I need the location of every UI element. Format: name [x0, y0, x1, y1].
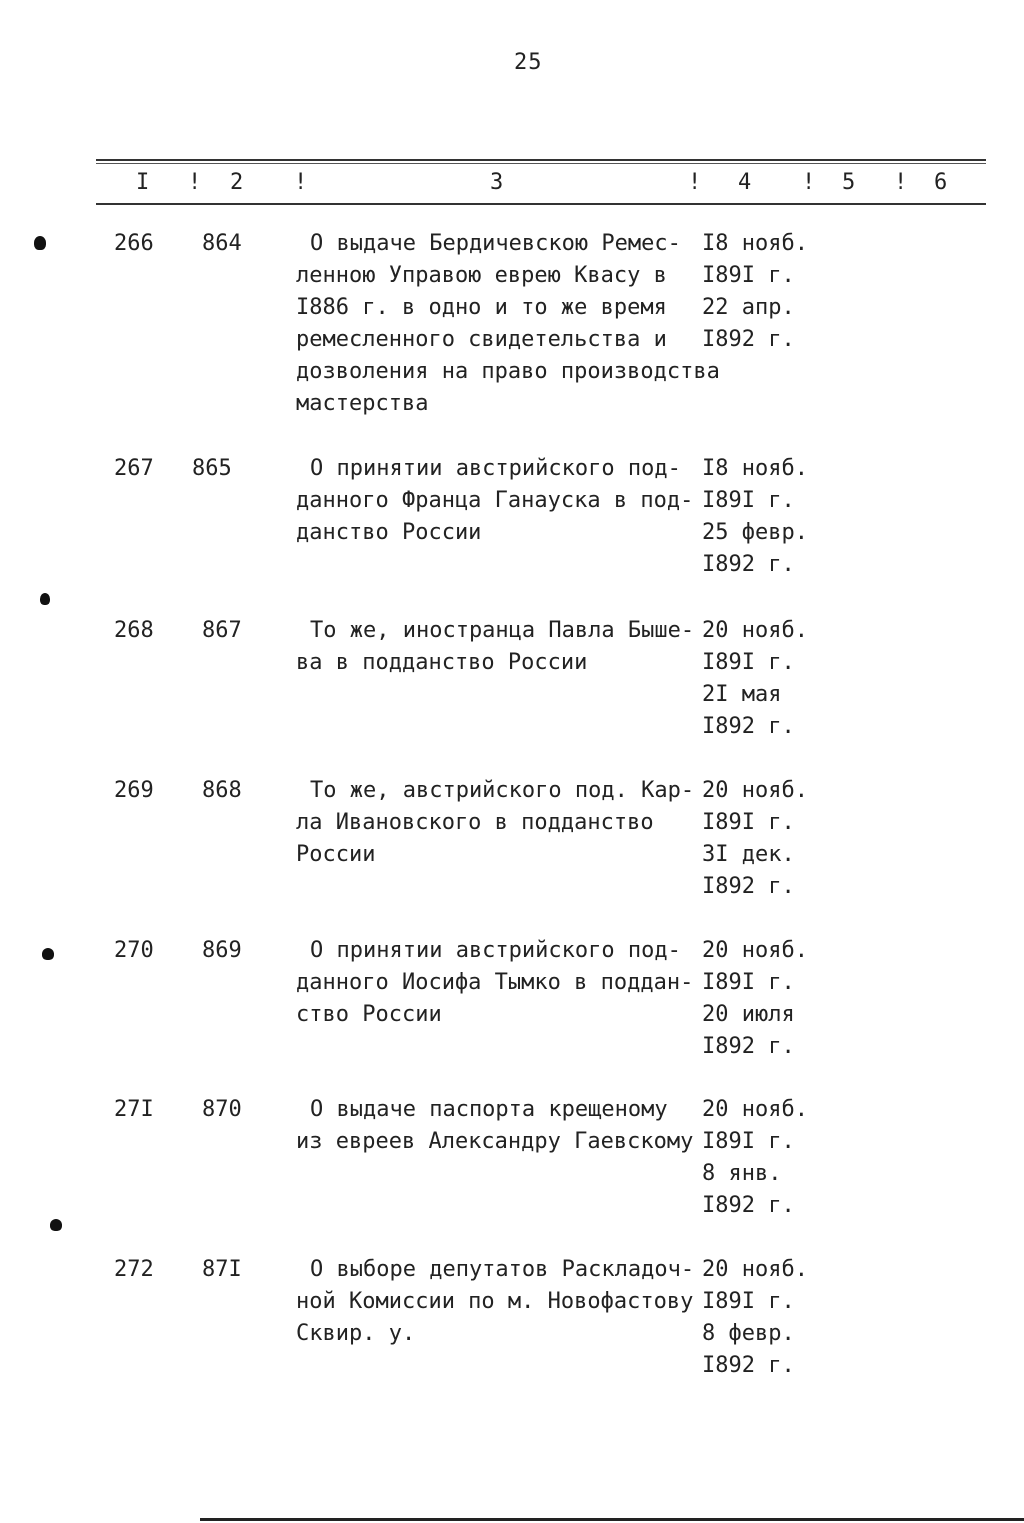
entry-number: 268	[114, 618, 154, 643]
date-line: I892 г.	[702, 1193, 795, 1218]
column-header-6: 6	[934, 170, 948, 195]
entry-number: 270	[114, 938, 154, 963]
title-line: О принятии австрийского под-	[310, 456, 681, 481]
column-header-1: I	[136, 170, 150, 195]
entry-title	[296, 453, 716, 549]
date-line: I8 нояб.	[702, 456, 808, 481]
entry-reference: 87I	[202, 1257, 242, 1282]
bottom-rule	[200, 1518, 1024, 1521]
date-line: 20 нояб.	[702, 618, 808, 643]
column-separator: !	[802, 170, 816, 195]
date-line: 20 нояб.	[702, 778, 808, 803]
title-line: Сквир. у.	[296, 1321, 416, 1346]
date-line: I89I г.	[702, 650, 795, 675]
title-line: данство России	[296, 520, 482, 545]
date-line: I892 г.	[702, 327, 795, 352]
entry-title	[296, 935, 716, 1031]
date-line: 3I дек.	[702, 842, 795, 867]
title-line: То же, иностранца Павла Быше-	[310, 618, 695, 643]
entry-title	[296, 1094, 716, 1158]
entry-reference: 865	[192, 456, 232, 481]
date-line: I892 г.	[702, 1353, 795, 1378]
column-header-3: 3	[490, 170, 504, 195]
title-line: I886 г. в одно и то же время	[296, 295, 667, 320]
column-header-2: 2	[230, 170, 244, 195]
date-line: I89I г.	[702, 970, 795, 995]
title-line: ла Ивановского в подданство	[296, 810, 654, 835]
column-header-4: 4	[738, 170, 752, 195]
title-line: О выборе депутатов Раскладоч-	[310, 1257, 695, 1282]
title-line: О выдаче Бердичевскою Ремес-	[310, 231, 681, 256]
entry-title	[296, 615, 716, 679]
column-separator: !	[894, 170, 908, 195]
date-line: I892 г.	[702, 1034, 795, 1059]
entry-reference: 867	[202, 618, 242, 643]
date-line: I892 г.	[702, 552, 795, 577]
entry-reference: 870	[202, 1097, 242, 1122]
title-line: дозволения на право производства	[296, 359, 720, 384]
title-line: О принятии австрийского под-	[310, 938, 681, 963]
date-line: I892 г.	[702, 874, 795, 899]
entry-dates	[702, 935, 808, 1063]
title-line: данного Франца Ганауска в под-	[296, 488, 694, 513]
entry-number: 269	[114, 778, 154, 803]
date-line: I89I г.	[702, 1289, 795, 1314]
date-line: I892 г.	[702, 714, 795, 739]
entry-reference: 864	[202, 231, 242, 256]
title-line: О выдаче паспорта крещеному	[310, 1097, 668, 1122]
table-top-rule	[96, 159, 986, 161]
date-line: I89I г.	[702, 488, 795, 513]
title-line: мастерства	[296, 391, 429, 416]
title-line: ва в подданство России	[296, 650, 588, 675]
entry-title	[296, 1254, 716, 1350]
entry-dates	[702, 228, 808, 356]
entry-number: 27I	[114, 1097, 154, 1122]
column-header-5: 5	[842, 170, 856, 195]
title-line: ремесленного свидетельства и	[296, 327, 667, 352]
title-line: То же, австрийского под. Кар-	[310, 778, 695, 803]
entry-number: 267	[114, 456, 154, 481]
column-separator: !	[188, 170, 202, 195]
title-line: ленною Управою еврею Квасу в	[296, 263, 667, 288]
page-number: 25	[514, 50, 543, 75]
date-line: 25 февр.	[702, 520, 808, 545]
date-line: 8 янв.	[702, 1161, 782, 1186]
binding-hole-mark	[40, 593, 50, 605]
entry-dates	[702, 1094, 808, 1222]
date-line: 8 февр.	[702, 1321, 795, 1346]
binding-hole-mark	[50, 1219, 62, 1231]
date-line: 20 нояб.	[702, 938, 808, 963]
table-top-rule-thin	[96, 163, 986, 164]
binding-hole-mark	[42, 948, 54, 960]
column-separator: !	[294, 170, 308, 195]
date-line: I8 нояб.	[702, 231, 808, 256]
title-line: России	[296, 842, 376, 867]
entry-number: 266	[114, 231, 154, 256]
header-bottom-rule	[96, 203, 986, 205]
title-line: из евреев Александру Гаевскому	[296, 1129, 694, 1154]
title-line: данного Иосифа Тымко в поддан-	[296, 970, 694, 995]
date-line: 20 нояб.	[702, 1097, 808, 1122]
date-line: 2I мая	[702, 682, 782, 707]
entry-reference: 868	[202, 778, 242, 803]
entry-dates	[702, 615, 808, 743]
binding-hole-mark	[34, 236, 46, 250]
date-line: 20 нояб.	[702, 1257, 808, 1282]
column-separator: !	[688, 170, 702, 195]
title-line: ной Комиссии по м. Новофастову	[296, 1289, 694, 1314]
entry-reference: 869	[202, 938, 242, 963]
date-line: I89I г.	[702, 263, 795, 288]
date-line: 22 апр.	[702, 295, 795, 320]
title-line: ство России	[296, 1002, 442, 1027]
entry-title	[296, 228, 720, 420]
date-line: I89I г.	[702, 1129, 795, 1154]
entry-number: 272	[114, 1257, 154, 1282]
entry-dates	[702, 453, 808, 581]
entry-title	[296, 775, 716, 871]
date-line: I89I г.	[702, 810, 795, 835]
entry-dates	[702, 1254, 808, 1382]
date-line: 20 июля	[702, 1002, 795, 1027]
entry-dates	[702, 775, 808, 903]
